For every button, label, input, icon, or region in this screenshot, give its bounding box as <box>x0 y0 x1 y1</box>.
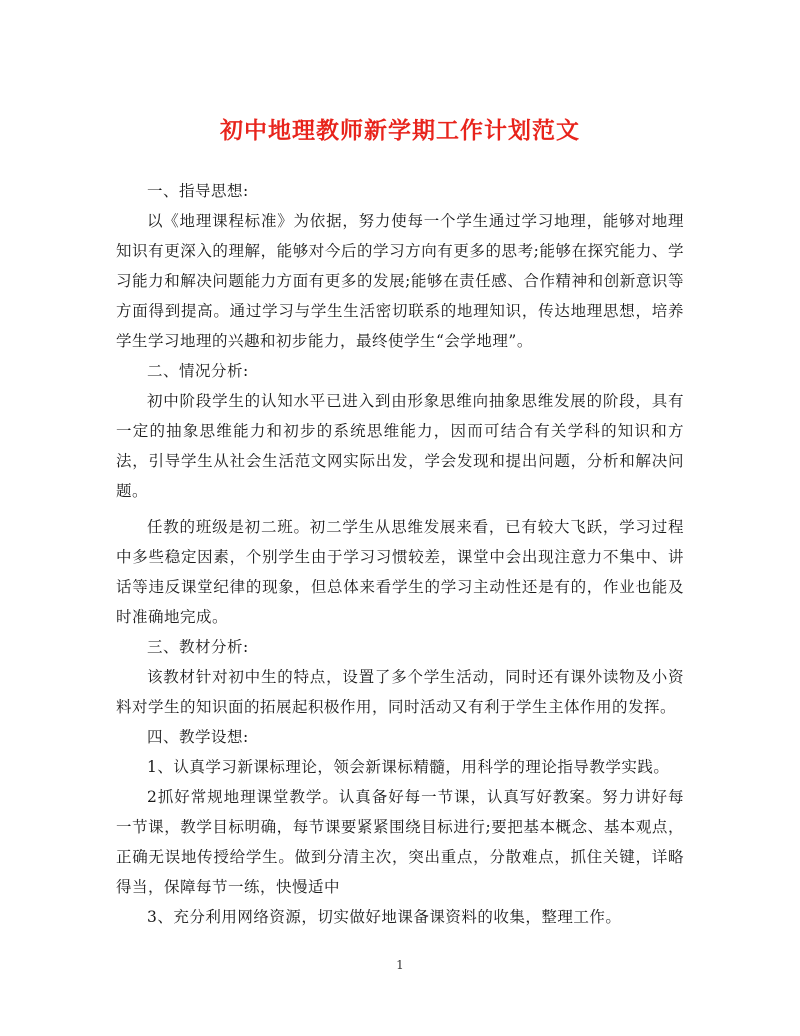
paragraph-textbook-analysis: 该教材针对初中生的特点，设置了多个学生活动，同时还有课外读物及小资料对学生的知识面的拓展起积极作用，同时活动又有利于学生主体作用的发挥。 <box>116 668 684 716</box>
section-heading-guiding-thought: 一、指导思想: <box>147 182 249 200</box>
section-heading-textbook-analysis: 三、教材分析: <box>147 638 249 656</box>
document-title: 初中地理教师新学期工作计划范文 <box>220 117 580 144</box>
paragraph-guiding-thought: 以《地理课程标准》为依据，努力使每一个学生通过学习地理，能够对地理知识有更深入的理解，能够对今后的学习方向有更多的思考;能够在探究能力、学习能力和解决问题能力方面有更多的发展;能够在责任感、合作精神和创新意识等方面得到提高。通过学习与学生生活密切联系的地理知识，传达地理思想，培养学生学习地理的兴趣和初步能力，最终使学生“会学地理”。 <box>116 212 684 350</box>
section-heading-situation-analysis: 二、情况分析: <box>147 362 249 380</box>
list-item-plan-2: 2抓好常规地理课堂教学。认真备好每一节课，认真写好教案。努力讲好每一节课，教学目标明确，每节课要紧紧围绕目标进行;要把基本概念、基本观点，正确无误地传授给学生。做到分清主次，突出重点，分散难点，抓住关键，详略得当，保障每节一练，快慢适中 <box>116 788 684 896</box>
page-number: 1 <box>396 958 404 972</box>
list-item-plan-1: 1、认真学习新课标理论，领会新课标精髓，用科学的理论指导教学实践。 <box>147 758 670 776</box>
document-body <box>116 176 684 932</box>
list-item-plan-3: 3、充分利用网络资源，切实做好地课备课资料的收集，整理工作。 <box>147 908 622 926</box>
section-heading-teaching-plan: 四、教学设想: <box>147 728 249 746</box>
paragraph-situation-analysis: 初中阶段学生的认知水平已进入到由形象思维向抽象思维发展的阶段，具有一定的抽象思维能力和初步的系统思维能力，因而可结合有关学科的知识和方法，引导学生从社会生活范文网实际出发，学会发现和提出问题，分析和解决问题。 <box>116 392 684 500</box>
paragraph-class-situation: 任教的班级是初二班。初二学生从思维发展来看，已有较大飞跃，学习过程中多些稳定因素，个别学生由于学习习惯较差，课堂中会出现注意力不集中、讲话等违反课堂纪律的现象，但总体来看学生的学习主动性还是有的，作业也能及时准确地完成。 <box>116 518 684 626</box>
